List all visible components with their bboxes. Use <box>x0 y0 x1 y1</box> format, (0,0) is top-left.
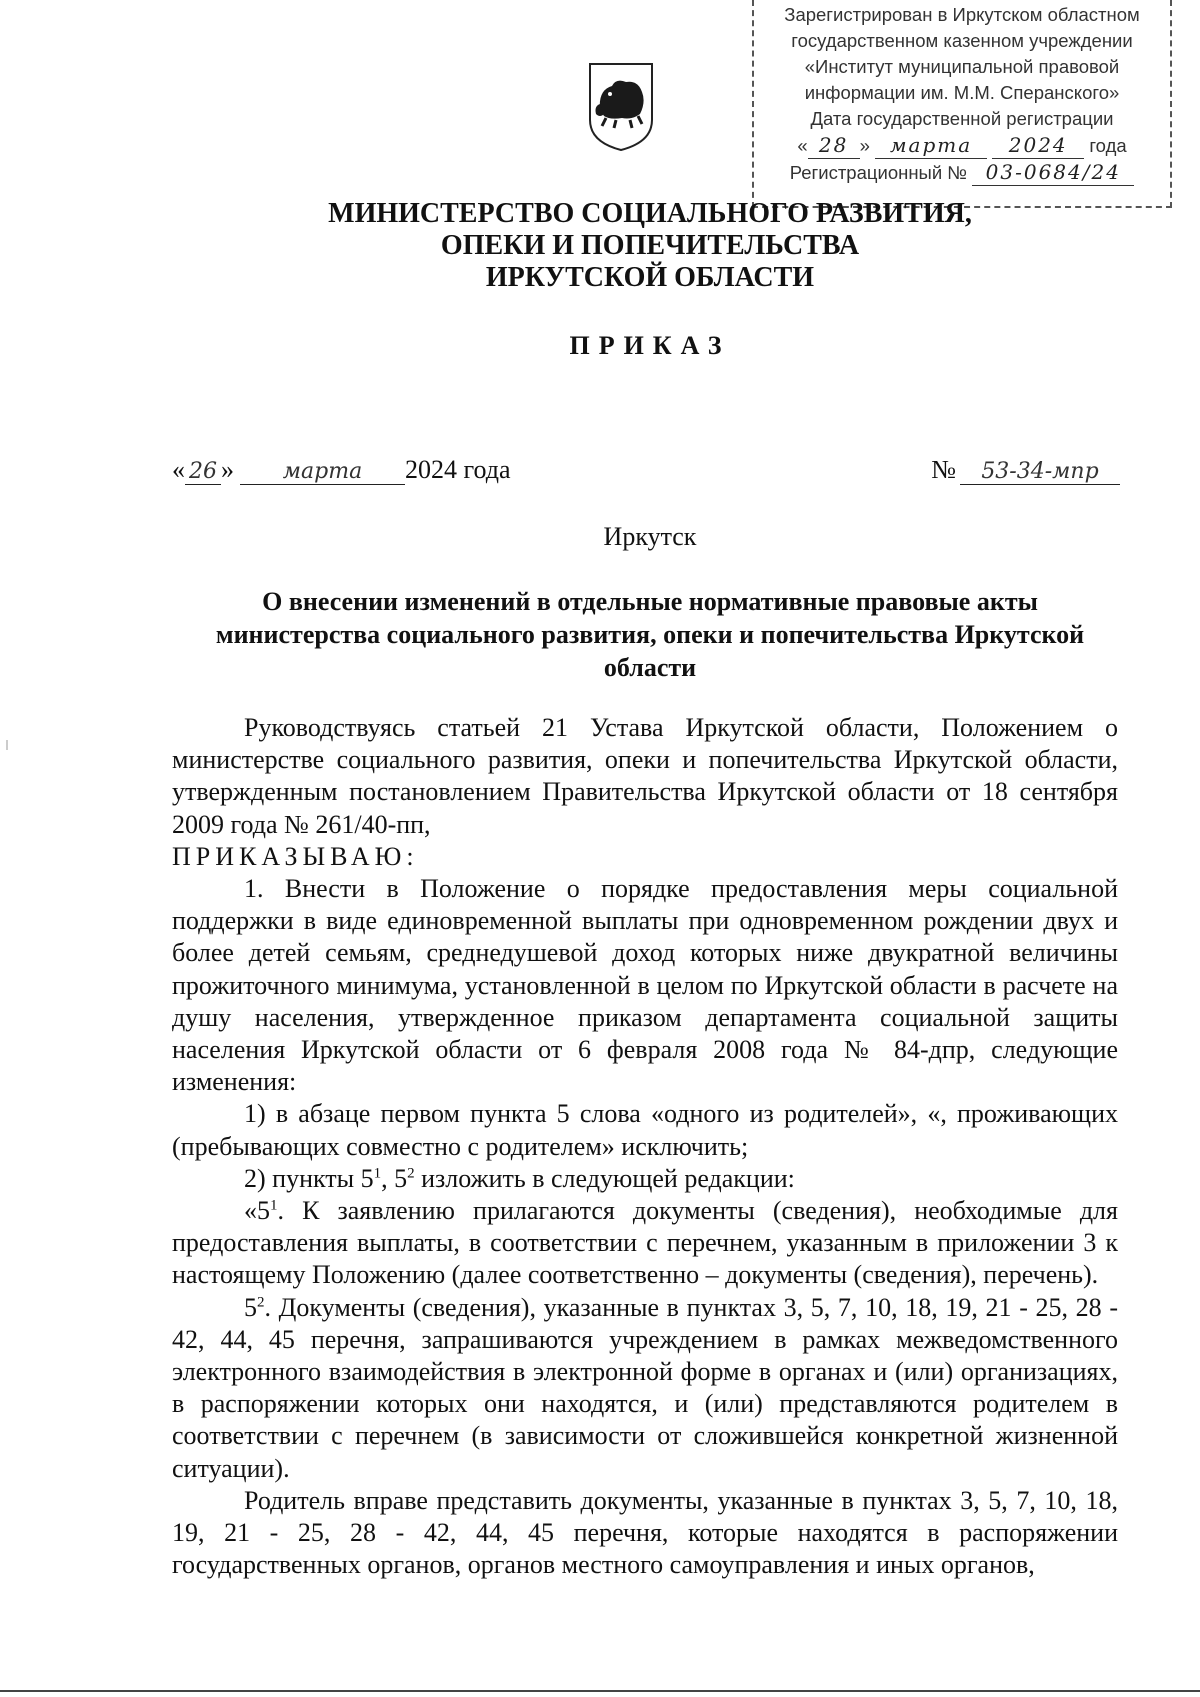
stamp-line-5: Дата государственной регистрации <box>810 108 1114 129</box>
p5-text-a: «5 <box>244 1196 270 1226</box>
org-line-1: МИНИСТЕРСТВО СОЦИАЛЬНОГО РАЗВИТИЯ, <box>328 198 972 229</box>
p6-text-a: 5 <box>244 1292 257 1322</box>
title-line-2: министерства социального развития, опеки и попечительства Иркутской <box>215 620 1085 649</box>
p5-text-b: . К заявлению прилагаются документы (сведения), необходимые для предоставления выплаты, в соответствии с перечнем, указанным в приложении 3 к настоящему Положению (далее соответственно – документы (сведения), перечень). <box>172 1196 1118 1290</box>
p4-text-b: , 5 <box>381 1163 408 1193</box>
document-body <box>172 712 1118 1581</box>
paragraph-preamble: Руководствуясь статьей 21 Устава Иркутской области, Положением о министерстве социального развития, опеки и попечительства Иркутской области, утвержденным постановлением Правительства Иркутской области от 18 сентября 2009 года № 261/40-пп, <box>172 713 1118 839</box>
paragraph-subitem-1: 1) в абзаце первом пункта 5 слова «одного из родителей», «, проживающих (пребывающих совместно с родителем» исключить; <box>172 1099 1118 1161</box>
stamp-reg-label: Регистрационный № <box>789 162 968 183</box>
stamp-reg-line <box>754 159 1170 186</box>
number-label: № <box>931 455 956 484</box>
p5-sup: 1 <box>270 1197 278 1214</box>
stamp-date-open: « <box>797 135 808 156</box>
order-word: ПРИКАЗЫВАЮ: <box>172 841 419 871</box>
bottom-rule <box>0 1690 1200 1692</box>
stamp-line-4: информации им. М.М. Сперанского» <box>804 82 1120 103</box>
paragraph-5-1 <box>172 1195 1118 1292</box>
date-month: марта <box>240 459 405 485</box>
date-day: 26 <box>185 459 221 485</box>
paragraph-item-1: 1. Внести в Положение о порядке предоставления меры социальной поддержки в виде единовременной выплаты при одновременном рождении двух и более детей семьям, среднедушевой доход которых ниже двукратной величины прожиточного минимума, установленной в целом по Иркутской области в расчете на душу населения, утвержденное приказом департамента социальной защиты населения Иркутской области от 6 февраля 2008 года № 84-дпр, следующие изменения: <box>172 874 1118 1097</box>
p4-text-a: 2) пункты 5 <box>244 1163 374 1193</box>
date-open-quote: « <box>172 455 185 484</box>
document-title <box>170 585 1130 684</box>
p4-sup-1: 1 <box>373 1165 382 1182</box>
stamp-date-line <box>754 132 1170 159</box>
p6-sup: 2 <box>257 1294 265 1310</box>
document-type: ПРИКАЗ <box>569 331 731 360</box>
paragraph-5-2 <box>172 1292 1118 1485</box>
registration-stamp <box>752 0 1172 208</box>
city: Иркутск <box>603 522 697 551</box>
stamp-reg-number: 03-0684/24 <box>972 159 1134 186</box>
org-line-2: ОПЕКИ И ПОПЕЧИТЕЛЬСТВА <box>440 230 860 261</box>
scan-margin-mark <box>6 740 8 750</box>
title-line-1: О внесении изменений в отдельные нормативные правовые акты <box>262 587 1038 616</box>
p4-text-c: изложить в следующей редакции: <box>414 1163 795 1193</box>
date-year: 2024 года <box>405 455 511 484</box>
org-line-3: ИРКУТСКОЙ ОБЛАСТИ <box>485 262 815 293</box>
coat-of-arms-icon <box>586 60 656 152</box>
title-line-3: области <box>603 653 697 682</box>
stamp-line-3: «Институт муниципальной правовой <box>804 56 1120 77</box>
p4-sup-2: 2 <box>407 1165 415 1182</box>
date-number-row <box>172 455 1120 489</box>
order-date <box>172 455 511 485</box>
organization-name <box>250 198 1050 294</box>
order-number <box>931 455 1120 485</box>
stamp-date-day: 28 <box>808 132 860 159</box>
stamp-date-month: марта <box>875 132 987 159</box>
paragraph-parent-right: Родитель вправе представить документы, указанные в пунктах 3, 5, 7, 10, 18, 19, 21 - 25, 28 - 42, 44, 45 перечня, которые находятся в распоряжении государственных органов, органов местного самоуправления и иных органов, <box>172 1485 1118 1580</box>
stamp-date-mid: » <box>859 135 870 156</box>
number-value: 53-34-мпр <box>960 459 1120 485</box>
stamp-line-1: Зарегистрирован в Иркутском областном <box>784 4 1140 25</box>
paragraph-subitem-2 <box>172 1163 1118 1195</box>
stamp-date-year: 2024 <box>992 132 1084 159</box>
p6-text-b: . Документы (сведения), указанные в пунктах 3, 5, 7, 10, 18, 19, 21 - 25, 28 - 42, 44, 45 перечня, запрашиваются учреждением в рамках межведомственного электронного взаимодействия в электронной форме в органах и (или) организациях, в распоряжении которых они находятся, и (или) представляются родителем в соответствии с перечнем (в зависимости от сложившейся конкретной жизненной ситуации). <box>172 1292 1118 1483</box>
date-close-quote: » <box>221 455 234 484</box>
stamp-line-2: государственном казенном учреждении <box>791 30 1133 51</box>
stamp-date-suffix: года <box>1089 135 1127 156</box>
